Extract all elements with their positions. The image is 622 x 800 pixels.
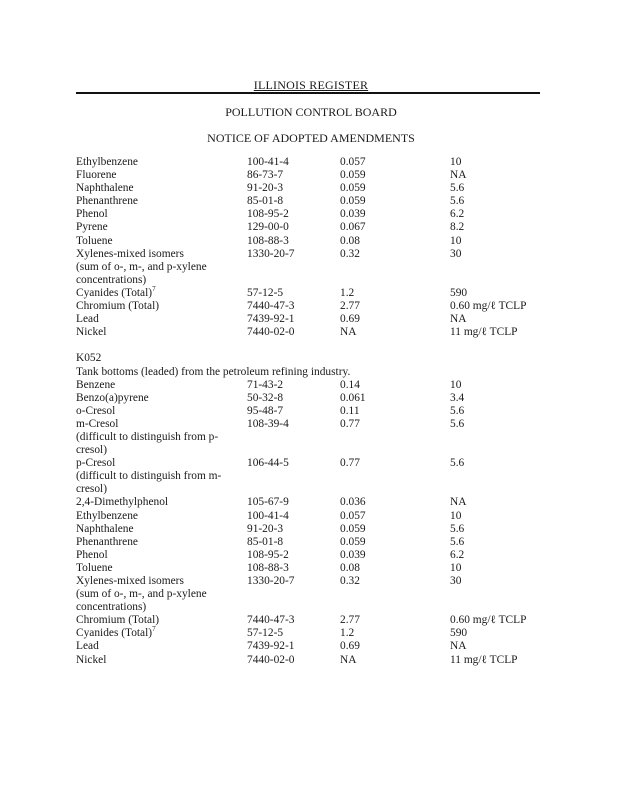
- cell-nonwastewater: 30: [450, 575, 462, 587]
- cell-cas: 91-20-3: [247, 522, 284, 535]
- cell-cas: 85-01-8: [247, 195, 284, 208]
- cell-constituent: Pyrene: [76, 221, 108, 234]
- cell-cas: 95-48-7: [247, 404, 284, 417]
- cell-nonwastewater: 5.6: [450, 182, 465, 195]
- cell-cas: 1330-20-7: [247, 575, 295, 587]
- table-row: [76, 549, 546, 562]
- table-row: [76, 169, 546, 182]
- cell-constituent: (sum of o-, m-, and p-xylene: [76, 588, 207, 601]
- table-row: [76, 496, 546, 509]
- table-row: [76, 235, 546, 248]
- cell-constituent: Phenol: [76, 208, 108, 221]
- cell-cas: 7440-47-3: [247, 300, 295, 313]
- cell-constituent: concentrations): [76, 273, 147, 286]
- cell-cas: 50-32-8: [247, 391, 284, 404]
- cell-wastewater: 0.039: [340, 548, 366, 561]
- cell-cas: 57-12-5: [247, 286, 284, 299]
- cell-wastewater: 0.32: [340, 575, 360, 587]
- cell-constituent: p-Cresol: [76, 457, 116, 470]
- spacer: [76, 339, 546, 352]
- cell-nonwastewater: 0.60 mg/ℓ TCLP: [450, 614, 527, 627]
- table-row: [76, 457, 546, 470]
- cell-constituent: Naphthalene: [76, 522, 134, 535]
- cell-constituent: Nickel: [76, 653, 107, 666]
- cell-wastewater: 0.77: [340, 457, 360, 470]
- notice-title: NOTICE OF ADOPTED AMENDMENTS: [207, 131, 415, 145]
- table-row: [76, 195, 546, 208]
- table-row-cyanides-1: [76, 287, 546, 300]
- cell-wastewater: 0.039: [340, 208, 366, 221]
- cell-constituent: Phenol: [76, 548, 108, 561]
- cell-cas: 108-88-3: [247, 234, 289, 247]
- cell-wastewater: NA: [340, 653, 357, 666]
- cell-wastewater: 0.32: [340, 247, 360, 260]
- cell-cas: 85-01-8: [247, 535, 284, 548]
- cell-cas: 129-00-0: [247, 221, 289, 234]
- board-name: POLLUTION CONTROL BOARD: [225, 105, 397, 119]
- cell-constituent: (difficult to distinguish from p-: [76, 430, 219, 443]
- cell-cas: 100-41-4: [247, 156, 289, 168]
- table-row-cyanides-2: [76, 627, 546, 640]
- cell-cas: 71-43-2: [247, 378, 284, 391]
- cell-cas: 7439-92-1: [247, 313, 295, 326]
- cell-wastewater: 0.059: [340, 195, 366, 208]
- cell-cas: 1330-20-7: [247, 247, 295, 260]
- cell-constituent: Benzene: [76, 378, 116, 391]
- cell-constituent: 2,4-Dimethylphenol: [76, 496, 169, 509]
- cell-constituent: Phenanthrene: [76, 195, 138, 208]
- cell-wastewater: 0.061: [340, 391, 366, 404]
- cell-constituent: Chromium (Total): [76, 300, 160, 313]
- cell-constituent: concentrations): [76, 601, 147, 614]
- table-row: [76, 562, 546, 575]
- cell-constituent: cresol): [76, 444, 107, 457]
- cell-constituent: Fluorene: [76, 169, 117, 182]
- cell-wastewater: 0.77: [340, 417, 360, 430]
- cell-cas: 108-95-2: [247, 548, 289, 561]
- table-row: [76, 313, 546, 326]
- cell-constituent: Lead: [76, 640, 99, 653]
- cell-constituent: Toluene: [76, 561, 113, 574]
- cell-nonwastewater: 8.2: [450, 221, 465, 234]
- cell-cas: 108-88-3: [247, 561, 289, 574]
- cell-wastewater: 1.2: [340, 286, 355, 299]
- cell-wastewater: 0.059: [340, 522, 366, 535]
- cell-constituent: Cyanides (Total)$^7$: [76, 625, 156, 640]
- cell-wastewater: 0.08: [340, 234, 360, 247]
- cell-cas: 57-12-5: [247, 627, 284, 640]
- cell-wastewater: 0.08: [340, 561, 360, 574]
- cell-constituent: Cyanides (Total)$^7$: [76, 285, 156, 299]
- cell-nonwastewater: 5.6: [450, 535, 465, 548]
- cell-wastewater: 0.11: [340, 404, 360, 417]
- cell-constituent: Naphthalene: [76, 182, 134, 195]
- waste-description: Tank bottoms (leaded) from the petroleum refining industry.: [76, 365, 351, 378]
- cell-cas: 91-20-3: [247, 182, 284, 195]
- cell-wastewater: 1.2: [340, 627, 355, 640]
- cell-cas: 100-41-4: [247, 509, 289, 522]
- cell-constituent: Toluene: [76, 234, 113, 247]
- table-row: [76, 221, 546, 234]
- table-row: [76, 588, 546, 601]
- cell-nonwastewater: NA: [450, 169, 467, 182]
- cell-wastewater: 0.059: [340, 535, 366, 548]
- cell-nonwastewater: 590: [450, 627, 468, 640]
- cell-constituent: Lead: [76, 313, 99, 326]
- table-row: [76, 418, 546, 431]
- table-row: [76, 405, 546, 418]
- table-row: [76, 392, 546, 405]
- table-row: [76, 248, 546, 261]
- table-row: [76, 640, 546, 653]
- table-row: [76, 536, 546, 549]
- cell-wastewater: 0.69: [340, 640, 360, 653]
- table-row: [76, 654, 546, 667]
- cell-constituent: Xylenes-mixed isomers: [76, 575, 184, 587]
- cell-constituent: Ethylbenzene: [76, 156, 138, 168]
- table-row: [76, 326, 546, 339]
- table-row: [76, 575, 546, 588]
- cell-cas: 7440-47-3: [247, 614, 295, 627]
- cell-constituent: m-Cresol: [76, 417, 119, 430]
- table-row: [76, 444, 546, 457]
- cell-constituent: (difficult to distinguish from m-: [76, 470, 222, 483]
- cell-nonwastewater: NA: [450, 640, 467, 653]
- cell-nonwastewater: 10: [450, 156, 462, 168]
- cell-wastewater: 0.057: [340, 156, 366, 168]
- table-row: [76, 431, 546, 444]
- cell-wastewater: 0.067: [340, 221, 366, 234]
- cell-constituent: Nickel: [76, 326, 107, 339]
- cell-constituent: Benzo(a)pyrene: [76, 391, 149, 404]
- table-row: [76, 208, 546, 221]
- cell-constituent: cresol): [76, 483, 107, 496]
- table-row: [76, 614, 546, 627]
- table-block-2: [76, 379, 546, 628]
- cell-cas: 7440-02-0: [247, 326, 295, 339]
- cell-nonwastewater: 5.6: [450, 522, 465, 535]
- cell-nonwastewater: 6.2: [450, 548, 465, 561]
- table-row: [76, 274, 546, 287]
- cell-nonwastewater: 10: [450, 561, 462, 574]
- cell-nonwastewater: 11 mg/ℓ TCLP: [450, 326, 518, 339]
- table-row: [76, 601, 546, 614]
- cell-constituent: Phenanthrene: [76, 535, 138, 548]
- cell-constituent: (sum of o-, m-, and p-xylene: [76, 260, 207, 273]
- cell-nonwastewater: 3.4: [450, 391, 465, 404]
- cell-wastewater: 0.036: [340, 496, 366, 509]
- table-row: [76, 483, 546, 496]
- cell-wastewater: 0.057: [340, 509, 366, 522]
- cell-nonwastewater: 10: [450, 378, 462, 391]
- cell-constituent: Ethylbenzene: [76, 509, 138, 522]
- cell-nonwastewater: 10: [450, 509, 462, 522]
- table-block-1: [76, 156, 546, 287]
- cell-cas: 108-95-2: [247, 208, 289, 221]
- cell-cas: 108-39-4: [247, 417, 289, 430]
- cell-nonwastewater: 590: [450, 286, 468, 299]
- cell-nonwastewater: 5.6: [450, 195, 465, 208]
- cell-constituent: Xylenes-mixed isomers: [76, 247, 184, 260]
- cell-cas: 7440-02-0: [247, 653, 295, 666]
- table-row: [76, 182, 546, 195]
- cell-wastewater: 0.14: [340, 378, 360, 391]
- cell-nonwastewater: 0.60 mg/ℓ TCLP: [450, 300, 527, 313]
- cell-wastewater: 0.059: [340, 169, 366, 182]
- cell-cas: 106-44-5: [247, 457, 289, 470]
- cell-nonwastewater: 30: [450, 247, 462, 260]
- waste-code: K052: [76, 352, 102, 365]
- header-rule: [76, 92, 540, 94]
- table-row: [76, 379, 546, 392]
- cell-wastewater: 0.059: [340, 182, 366, 195]
- table-row: [76, 523, 546, 536]
- cell-nonwastewater: 5.6: [450, 404, 465, 417]
- cell-nonwastewater: 11 mg/ℓ TCLP: [450, 653, 518, 666]
- cell-cas: 7439-92-1: [247, 640, 295, 653]
- table-row: [76, 470, 546, 483]
- cell-nonwastewater: 5.6: [450, 417, 465, 430]
- constituent-table: [76, 156, 546, 667]
- register-title: ILLINOIS REGISTER: [253, 78, 369, 92]
- table-row: [76, 510, 546, 523]
- table-row: [76, 261, 546, 274]
- cell-constituent: o-Cresol: [76, 404, 116, 417]
- cell-cas: 86-73-7: [247, 169, 284, 182]
- cell-wastewater: 2.77: [340, 614, 360, 627]
- cell-wastewater: 0.69: [340, 313, 360, 326]
- table-row: [76, 300, 546, 313]
- cell-constituent: Chromium (Total): [76, 614, 160, 627]
- cell-nonwastewater: NA: [450, 496, 467, 509]
- cell-nonwastewater: NA: [450, 313, 467, 326]
- cell-nonwastewater: 10: [450, 234, 462, 247]
- table-block-1b: [76, 300, 546, 339]
- cell-wastewater: 2.77: [340, 300, 360, 313]
- cell-nonwastewater: 5.6: [450, 457, 465, 470]
- cell-nonwastewater: 6.2: [450, 208, 465, 221]
- cell-cas: 105-67-9: [247, 496, 289, 509]
- cell-wastewater: NA: [340, 326, 357, 339]
- table-row: [76, 156, 546, 169]
- table-block-2b: [76, 640, 546, 666]
